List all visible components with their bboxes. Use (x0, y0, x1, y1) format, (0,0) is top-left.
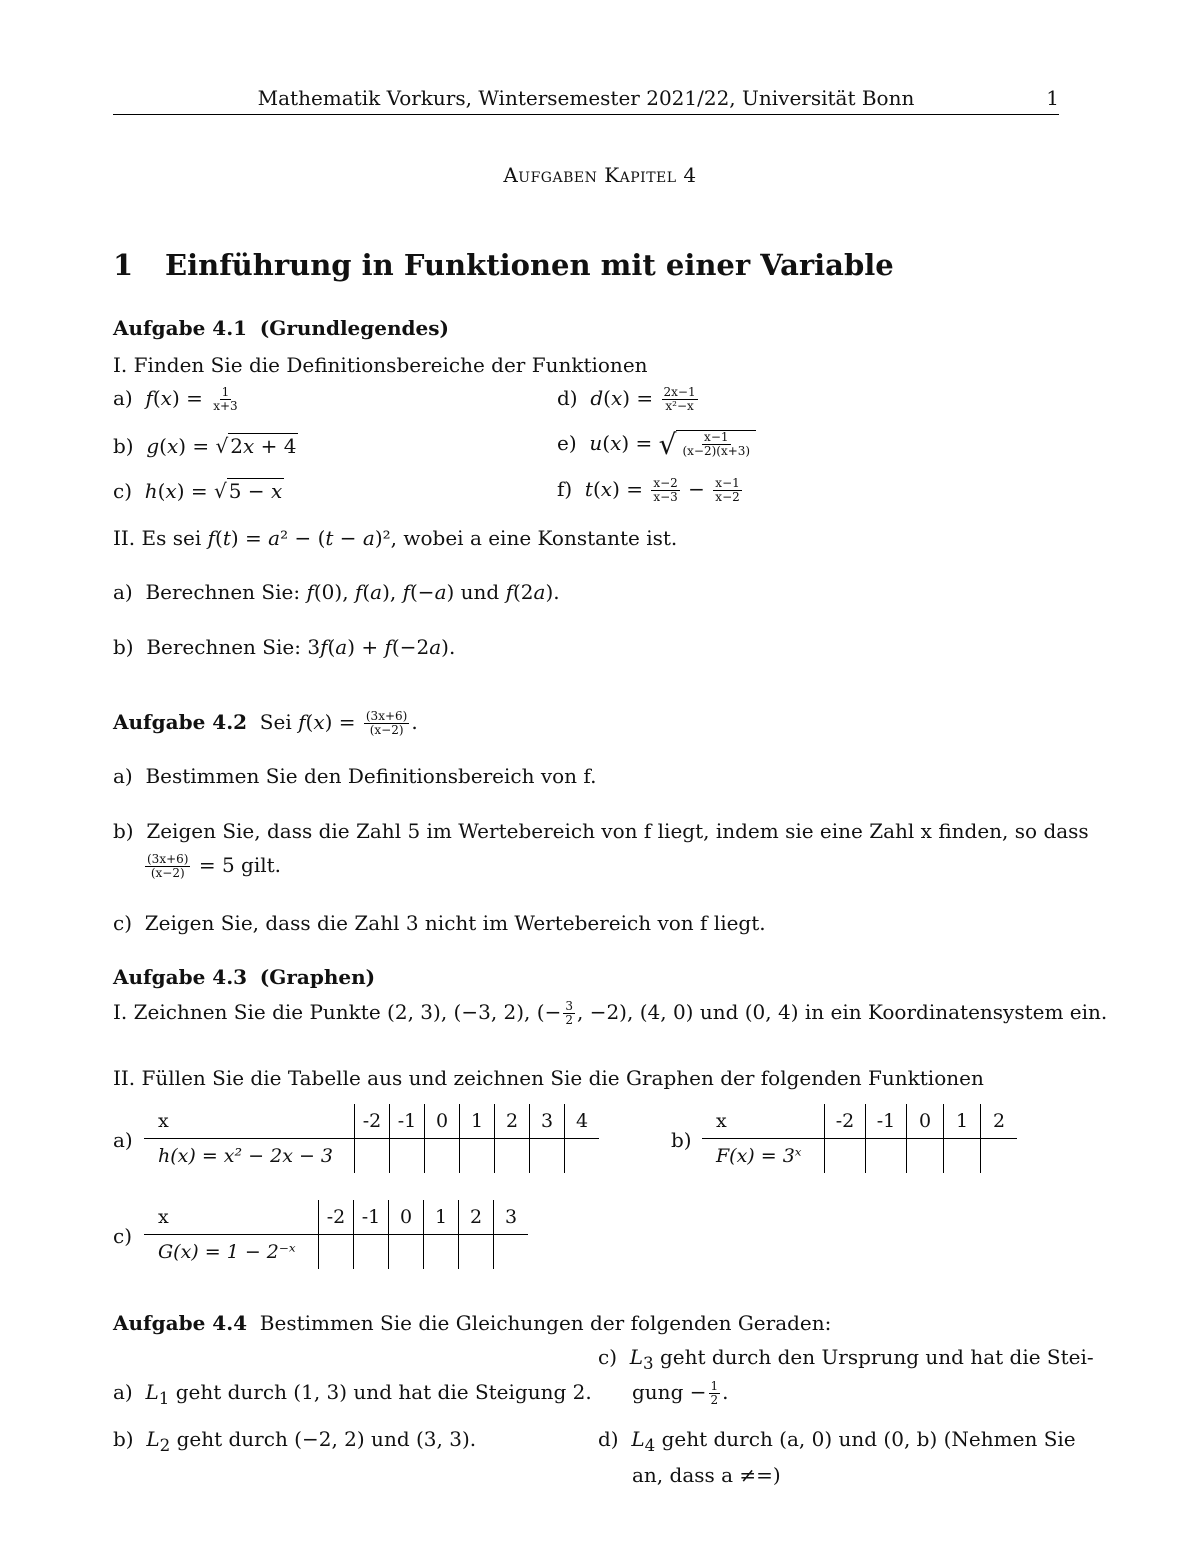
exercise-4-4-b: b) $L_2$ geht durch (−2, 2) und (3, 3). (113, 1427, 477, 1455)
table-b-cell[interactable] (825, 1139, 866, 1174)
exercise-4-4-a: a) $L_1$ geht durch (1, 3) und hat die Steigung 2. (113, 1380, 592, 1408)
table-c-cell[interactable] (389, 1235, 424, 1270)
table-b-col: -2 (825, 1104, 866, 1139)
table-c-label: c) (113, 1224, 133, 1248)
table-a-function: h(x) = x² − 2x − 3 (158, 1145, 333, 1167)
function-e: e) u(x) = √ $\frac{x-1}{(x-2)(x+3)}$ (557, 428, 756, 461)
page-header (113, 86, 1059, 115)
table-c-cell[interactable] (319, 1235, 354, 1270)
table-a-cell[interactable] (530, 1139, 565, 1174)
table-b-label: b) (671, 1128, 692, 1152)
table-c-col: 0 (389, 1200, 424, 1235)
function-f: f) t(x) = $\frac{x-2}{x-3}$ − $\frac{x-1}{x-2}$ (557, 476, 740, 504)
table-c-cell[interactable] (354, 1235, 389, 1270)
table-c-cell[interactable] (459, 1235, 494, 1270)
exercise-4-2-b: b) Zeigen Sie, dass die Zahl 5 im Wertebereich von f liegt, indem sie eine Zahl x finden, so dass (113, 819, 1089, 843)
header-text: Mathematik Vorkurs, Wintersemester 2021/22, Universität Bonn (257, 86, 915, 110)
function-a: a) f(x) = $\frac{1}{x+3}$ (113, 385, 238, 413)
table-b-cell[interactable] (866, 1139, 907, 1174)
table-c-cell[interactable] (424, 1235, 459, 1270)
table-c-col: -2 (319, 1200, 354, 1235)
value-table-c (144, 1200, 528, 1269)
table-c-col: 1 (424, 1200, 459, 1235)
document-title: Aufgaben Kapitel 4 (503, 163, 697, 187)
exercise-4-4-c: c) $L_3$ geht durch den Ursprung und hat die Stei- (598, 1345, 1094, 1373)
function-d: d) d(x) = $\frac{2x-1}{\text{x²−x}}$ (557, 385, 696, 413)
table-a-col: 0 (425, 1104, 460, 1139)
exercise-4-3-heading: Aufgabe 4.3 (Graphen) (113, 965, 376, 989)
table-a-cell[interactable] (565, 1139, 600, 1174)
table-a-cell[interactable] (460, 1139, 495, 1174)
section-heading (113, 248, 894, 282)
table-a-cell[interactable] (355, 1139, 390, 1174)
table-b-col: 2 (981, 1104, 1018, 1139)
exercise-4-2-a: a) Bestimmen Sie den Definitionsbereich von f. (113, 764, 597, 788)
value-table-a (144, 1104, 599, 1173)
table-b-cell[interactable] (907, 1139, 944, 1174)
section-number: 1 (113, 248, 134, 282)
table-c-x-header: x (144, 1200, 319, 1235)
table-c-function: G(x) = 1 − 2⁻ˣ (158, 1241, 296, 1263)
exercise-4-4-d-cont: an, dass a ≠=) (632, 1463, 781, 1487)
table-a-cell[interactable] (425, 1139, 460, 1174)
table-c-col: 3 (494, 1200, 529, 1235)
table-b-function: F(x) = 3ˣ (716, 1145, 802, 1167)
table-a-col: -1 (390, 1104, 425, 1139)
exercise-4-1-part1: I. Finden Sie die Definitionsbereiche der Funktionen (113, 353, 648, 377)
table-a-col: -2 (355, 1104, 390, 1139)
table-a-col: 1 (460, 1104, 495, 1139)
table-b-cell[interactable] (944, 1139, 981, 1174)
exercise-4-3-part2: II. Füllen Sie die Tabelle aus und zeichnen Sie die Graphen der folgenden Funktionen (113, 1066, 984, 1090)
exercise-4-1-2b: b) Berechnen Sie: 3f(a) + f(−2a). (113, 635, 456, 659)
table-a-x-header: x (144, 1104, 355, 1139)
table-a-col: 4 (565, 1104, 600, 1139)
table-b-col: 1 (944, 1104, 981, 1139)
table-a-cell[interactable] (390, 1139, 425, 1174)
exercise-4-2-heading: Aufgabe 4.2 Sei f(x) = $\frac{(3x+6)}{(x-2)}$ . (113, 709, 418, 737)
exercise-4-2-b-cont: $\frac{(3x+6)}{(x-2)}$ = 5 gilt. (147, 852, 282, 880)
table-a-cell[interactable] (495, 1139, 530, 1174)
function-b: b) g(x) = √ 2x + 4 (113, 434, 297, 458)
table-a-col: 3 (530, 1104, 565, 1139)
exercise-4-1-2a: a) Berechnen Sie: f(0), f(a), f(−a) und f(2a). (113, 580, 560, 604)
exercise-4-3-part1: I. Zeichnen Sie die Punkte (2, 3), (−3, 2), (− $\frac{3}{2}$ , −2), (4, 0) und (0, 4) in ein Koordinatensystem ein. (113, 999, 1108, 1027)
table-b-x-header: x (702, 1104, 825, 1139)
section-title: Einführung in Funktionen mit einer Variable (165, 248, 894, 282)
exercise-4-1-part2: II. Es sei f(t) = a² − (t − a)², wobei a eine Konstante ist. (113, 526, 678, 550)
function-c: c) h(x) = √ 5 − x (113, 479, 283, 503)
table-b-col: 0 (907, 1104, 944, 1139)
exercise-4-1-heading: Aufgabe 4.1 (Grundlegendes) (113, 316, 449, 340)
exercise-4-4-c-cont: gung − $\frac{1}{2}$ . (632, 1379, 729, 1407)
table-c-col: 2 (459, 1200, 494, 1235)
table-a-col: 2 (495, 1104, 530, 1139)
table-b-col: -1 (866, 1104, 907, 1139)
exercise-4-2-c: c) Zeigen Sie, dass die Zahl 3 nicht im Wertebereich von f liegt. (113, 911, 766, 935)
page-number: 1 (1046, 86, 1059, 110)
value-table-b (702, 1104, 1017, 1173)
exercise-4-4-heading: Aufgabe 4.4 Bestimmen Sie die Gleichungen der folgenden Geraden: (113, 1311, 832, 1335)
table-b-cell[interactable] (981, 1139, 1018, 1174)
table-a-label: a) (113, 1128, 133, 1152)
table-c-col: -1 (354, 1200, 389, 1235)
table-c-cell[interactable] (494, 1235, 529, 1270)
exercise-4-4-d: d) $L_4$ geht durch (a, 0) und (0, b) (Nehmen Sie (598, 1427, 1076, 1455)
